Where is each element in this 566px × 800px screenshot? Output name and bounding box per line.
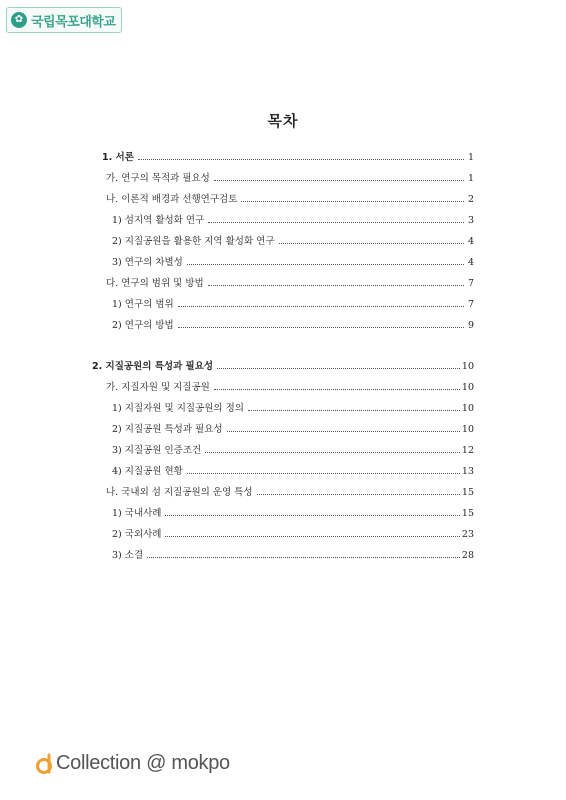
- dot-leader: [178, 306, 464, 307]
- toc-entry-page: 7: [467, 299, 474, 310]
- dcollection-logo-icon: [36, 753, 54, 775]
- toc-entry[interactable]: [92, 310, 474, 331]
- toc-entry-label: 가. 연구의 목적과 필요성: [106, 173, 210, 184]
- dot-leader: [279, 243, 464, 244]
- dot-leader: [257, 494, 460, 495]
- toc-entry[interactable]: [92, 477, 474, 498]
- dot-leader: [241, 201, 464, 202]
- dot-leader: [147, 557, 460, 558]
- footer-brand: [36, 752, 230, 775]
- toc-entry-page: 4: [467, 257, 474, 268]
- dot-leader: [227, 431, 460, 432]
- toc-entry[interactable]: [92, 456, 474, 477]
- toc-entry-page: 7: [467, 278, 474, 289]
- toc-entry[interactable]: [92, 226, 474, 247]
- toc-entry-page: 10: [461, 361, 474, 372]
- toc-entry-label: 나. 국내외 섬 지질공원의 운영 특성: [106, 487, 253, 498]
- toc-entry-page: 15: [461, 508, 474, 519]
- logo-text: 국립목포대학교: [31, 14, 116, 30]
- dot-leader: [217, 368, 460, 369]
- toc-entry-label: 4) 지질공원 현황: [112, 466, 183, 477]
- dot-leader: [208, 285, 464, 286]
- dot-leader: [165, 515, 459, 516]
- dot-leader: [178, 327, 464, 328]
- toc-entry-page: 10: [461, 403, 474, 414]
- toc-entry-label: 3) 연구의 차별성: [112, 257, 183, 268]
- dot-leader: [208, 222, 464, 223]
- toc-entry[interactable]: [92, 163, 474, 184]
- dot-leader: [187, 264, 464, 265]
- toc-entry-label: 2) 연구의 방법: [112, 320, 174, 331]
- page-title: 목차: [267, 112, 299, 130]
- toc-entry-page: 2: [467, 194, 474, 205]
- toc-entry-page: 3: [467, 215, 474, 226]
- toc-entry-label: 1) 지질자원 및 지질공원의 정의: [112, 403, 244, 414]
- table-of-contents: [92, 142, 474, 561]
- dot-leader: [248, 410, 460, 411]
- toc-entry-page: 1: [467, 152, 474, 163]
- dot-leader: [165, 536, 459, 537]
- dot-leader: [187, 473, 460, 474]
- toc-entry[interactable]: [92, 519, 474, 540]
- toc-entry[interactable]: [92, 435, 474, 456]
- toc-entry[interactable]: [92, 351, 474, 372]
- toc-entry[interactable]: [92, 247, 474, 268]
- toc-entry-page: 4: [467, 236, 474, 247]
- toc-entry-label: 가. 지질자원 및 지질공원: [106, 382, 210, 393]
- toc-entry-label: 1) 섬지역 활성화 연구: [112, 215, 205, 226]
- university-logo: [6, 7, 122, 33]
- toc-entry-page: 28: [461, 550, 474, 561]
- toc-entry[interactable]: [92, 540, 474, 561]
- toc-entry-page: 9: [467, 320, 474, 331]
- toc-entry-page: 23: [461, 529, 474, 540]
- toc-entry-page: 1: [467, 173, 474, 184]
- toc-entry[interactable]: [92, 498, 474, 519]
- dot-leader: [138, 159, 464, 160]
- toc-entry-label: 3) 소결: [112, 550, 144, 561]
- toc-entry-label: 2) 지질공원을 활용한 지역 활성화 연구: [112, 236, 275, 247]
- toc-entry-page: 12: [461, 445, 474, 456]
- dot-leader: [214, 389, 460, 390]
- toc-entry-label: 2) 국외사례: [112, 529, 162, 540]
- toc-entry-page: 15: [461, 487, 474, 498]
- toc-entry-page: 10: [461, 424, 474, 435]
- footer-text: Collection @ mokpo: [56, 752, 230, 774]
- toc-entry-label: 3) 지질공원 인증조건: [112, 445, 202, 456]
- toc-entry-label: 다. 연구의 범위 및 방법: [106, 278, 204, 289]
- toc-entry-label: 2) 지질공원 특성과 필요성: [112, 424, 223, 435]
- dot-leader: [214, 180, 464, 181]
- toc-entry[interactable]: [92, 414, 474, 435]
- toc-entry[interactable]: [92, 393, 474, 414]
- toc-entry[interactable]: [92, 142, 474, 163]
- toc-entry[interactable]: [92, 372, 474, 393]
- toc-entry-label: 1) 연구의 범위: [112, 299, 174, 310]
- toc-entry-label: 2. 지질공원의 특성과 필요성: [92, 361, 214, 372]
- emblem-icon: ✿: [11, 12, 27, 28]
- toc-entry[interactable]: [92, 289, 474, 310]
- toc-entry-label: 1. 서론: [102, 152, 134, 163]
- toc-entry-label: 1) 국내사례: [112, 508, 162, 519]
- toc-entry-page: 13: [461, 466, 474, 477]
- dot-leader: [205, 452, 460, 453]
- toc-entry-page: 10: [461, 382, 474, 393]
- toc-entry[interactable]: [92, 205, 474, 226]
- toc-entry[interactable]: [92, 184, 474, 205]
- toc-entry[interactable]: [92, 268, 474, 289]
- toc-entry-label: 나. 이론적 배경과 선행연구검토: [106, 194, 238, 205]
